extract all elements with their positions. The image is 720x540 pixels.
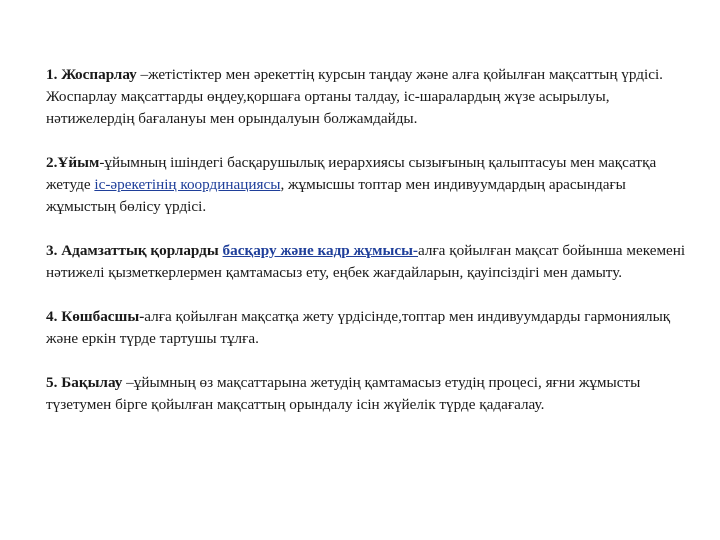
slide-content [46, 64, 686, 438]
paragraph-control [46, 372, 686, 416]
term-planning: 1. Жоспарлау [46, 66, 137, 83]
term-organization: 2.Ұйым [46, 154, 100, 171]
definition-human-resources: алға қойылған мақсат бойынша мекемені нәтижелі қызметкерлермен қамтамасыз ету, еңбек жағдайларын, қауіпсіздігі мен дамыту. [46, 242, 686, 281]
link-coordination[interactable]: іс-әрекетінің координациясы [94, 176, 281, 193]
paragraph-planning [46, 64, 686, 130]
term-leader: 4. Көшбасшы- [46, 308, 145, 325]
definition-planning: –жетістіктер мен әрекеттің курсын таңдау және алға қойылған мақсаттың үрдісі. Жоспарлау мақсаттарды өңдеу,қоршаға ортаны талдау, іс-шаралардың жүзе асырылуы, нәтижелердің бағалануы мен орындалуын болжамдайды. [46, 66, 663, 127]
definition-organization-start: -ұйымның ішіндегі басқарушылық иерархиясы сызығының қалыптасуы мен мақсатқа жетуде [46, 154, 657, 193]
link-management-personnel[interactable]: басқару және кадр жұмысы- [222, 242, 418, 259]
paragraph-leader [46, 306, 686, 350]
definition-organization-end: , жұмысшы топтар мен индивуумдардың арасындағы жұмыстың бөлісу үрдісі. [46, 176, 626, 215]
term-control: 5. Бақылау [46, 374, 123, 391]
term-human-resources: 3. Адамзаттық қорларды [46, 242, 223, 259]
definition-control: –ұйымның өз мақсаттарына жетудің қамтамасыз етудің процесі, яғни жұмысты түзетумен бірге қойылған мақсаттың орындалу ісін жүйелік түрде қадағалау. [46, 374, 641, 413]
paragraph-organization [46, 152, 686, 218]
paragraph-human-resources [46, 240, 686, 284]
definition-leader: алға қойылған мақсатқа жету үрдісінде,топтар мен индивуумдарды гармониялық және еркін түрде тартушы тұлға. [46, 308, 671, 347]
